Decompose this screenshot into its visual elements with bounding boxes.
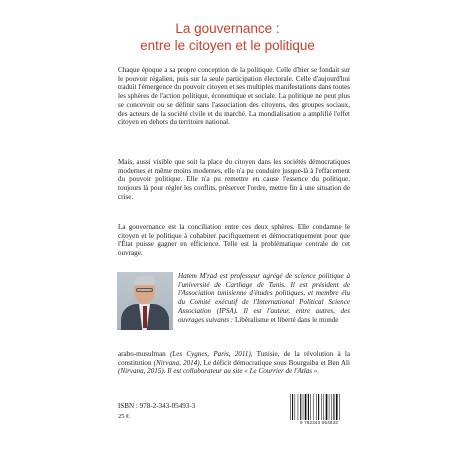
barcode-bar [323, 394, 324, 420]
barcode-bar [318, 394, 319, 420]
barcode-bar [331, 394, 332, 420]
barcode-number: 9 782343 054933 [299, 420, 339, 425]
barcode-bar [300, 394, 301, 420]
author-bio-book-1: Libéralisme et liberté dans le monde [233, 315, 339, 324]
photo-hair [134, 276, 155, 285]
barcode-bar [336, 394, 338, 420]
barcode-bar [308, 394, 309, 420]
summary-paragraph-3: La gouvernance est la conciliation entre ces deux sphères. Elle condamne le citoyen et le politique à cohabiter pacifiquement et démocratiquement pour que l'État puisse gagner en efficience. Telle est la problématique centrale de cet ouvrage. [118, 223, 350, 258]
photo-tie [143, 306, 147, 328]
barcode-bar [333, 394, 334, 420]
isbn-label: ISBN : 978-2-343-05493-3 [118, 402, 196, 410]
author-bio-text-2: , Tunisie, de la révolution à la constitution [118, 350, 350, 367]
barcode-bar [313, 394, 314, 420]
summary-paragraph-2: Mais, aussi visible que soit la place du citoyen dans les sociétés démocratiques modernes et même moins modernes, elle n'a pu conduire jusque-là à l'effacement du pouvoir politique. Elle n'a pu remettre en cause l'essence du politique, toujours là pour régler les conflits, préserver l'ordre, mettre fin à une situation de crise. [118, 158, 350, 201]
barcode-bar [326, 394, 328, 420]
author-bio-continued [118, 350, 350, 376]
barcode-bar [290, 394, 291, 420]
author-bio-intro: Hatem M'rad est professeur agrégé de science politique à l'université de Carthage de Tunis. Il est président de l'Association tunisienne d'études politiques, et membre élu du Comité exécutif de l'International Political Science Association (IPSA). Il est l'auteur, entre autres, des ouvrages suivants : [178, 272, 350, 324]
barcode-bar [303, 394, 304, 420]
price-label: 25 € [118, 413, 130, 420]
barcode-bar [339, 394, 340, 420]
photo-glasses [136, 288, 153, 292]
barcode-bar [305, 394, 307, 420]
author-bio-italic-2: (Nirvana, 2014) [153, 358, 200, 367]
barcode-bar [298, 394, 299, 420]
author-bio-text-1: arabo-musulman [118, 350, 170, 358]
barcode-bar [329, 394, 330, 420]
book-title-line-1: La gouvernance : [175, 21, 280, 36]
barcode-bar [292, 394, 293, 420]
barcode-bar [321, 394, 322, 420]
barcode-bar [316, 394, 317, 420]
barcode-bar [310, 394, 311, 420]
summary-paragraph-1: Chaque époque a sa propre conception de la politique. Celle d'hier se fondait sur le pouvoir régalien, puis sur la seule participation électorale. Celle d'aujourd'hui traduit l'émergence du pouvoir citoyen et ses multiples manifestations dans toutes les sphères de l'action politique, économique et sociale. La politique ne peut plus se concevoir ou se définir sans l'association des citoyens, des groupes sociaux, des acteurs de la société civile et du marché. La mondialisation a amplifié l'effet citoyen en dehors du territoire national. [118, 66, 350, 127]
author-bio-italic-1: (Les Cygnes, Paris, 2011) [169, 350, 251, 358]
author-photo [117, 272, 173, 330]
author-bio-text-3: , Le déficit démocratique sous Bourguiba et Ben Ali [199, 358, 350, 367]
author-bio-side [178, 272, 350, 324]
barcode-bar [295, 394, 296, 420]
book-title-line-2: entre le citoyen et le politique [140, 38, 315, 53]
author-bio-italic-3: (Nirvana, 2015). Il est collaborateur au site « Le Courrier de l'Atlas ». [118, 367, 320, 376]
barcode-graphic [288, 394, 350, 420]
